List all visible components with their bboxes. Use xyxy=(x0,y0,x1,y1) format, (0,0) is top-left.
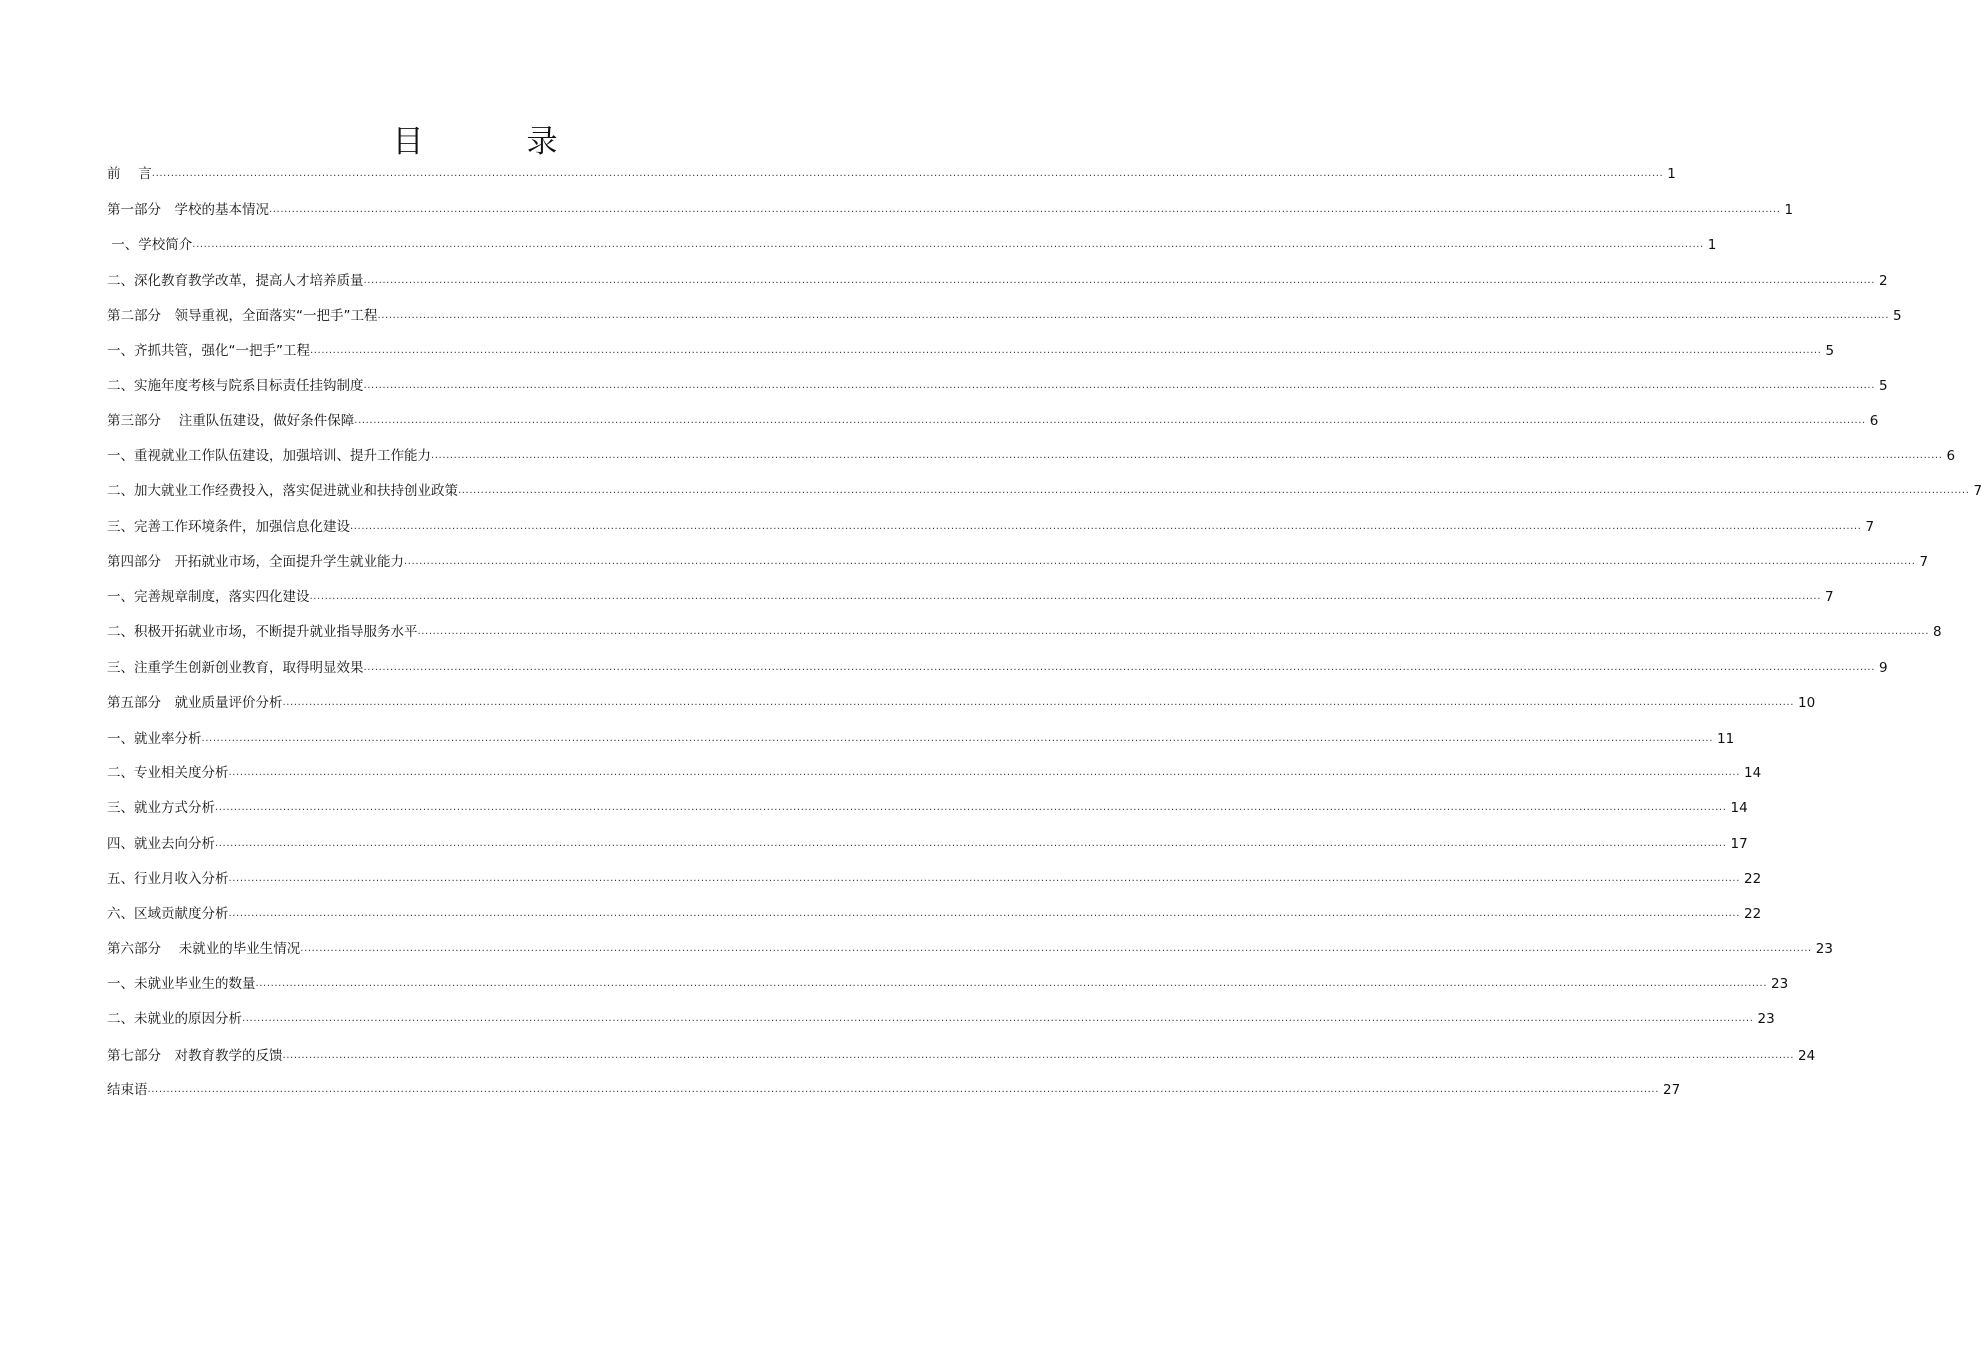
toc-entry-label: 第五部分 就业质量评价分析 xyxy=(107,695,283,711)
toc-entry[interactable] xyxy=(107,411,1879,431)
toc-page-number: 5 xyxy=(1825,343,1835,359)
toc-entry-label: 一、学校简介 xyxy=(107,237,193,253)
toc-entry[interactable] xyxy=(107,235,1717,255)
toc-entry-label: 第七部分 对教育教学的反馈 xyxy=(107,1048,283,1064)
toc-page-number: 7 xyxy=(1973,483,1982,499)
toc-entry[interactable] xyxy=(107,306,1902,326)
toc-page-number: 2 xyxy=(1878,273,1888,289)
toc-page-number: 27 xyxy=(1662,1082,1681,1098)
toc-leader-dots: ................................................................................................................................................................................................................................................................................................................................................................................................................ xyxy=(255,978,1767,989)
toc-entry[interactable] xyxy=(107,729,1735,749)
toc-leader-dots: ................................................................................................................................................................................................................................................................................................................................................................................................................ xyxy=(431,450,1943,461)
toc-leader-dots: ................................................................................................................................................................................................................................................................................................................................................................................................................ xyxy=(282,1050,1794,1061)
toc-page-number: 1 xyxy=(1707,237,1717,253)
toc-entry[interactable] xyxy=(107,869,1762,889)
toc-page-number: 22 xyxy=(1743,871,1762,887)
toc-entry-label: 第六部分 未就业的毕业生情况 xyxy=(107,941,301,957)
toc-page-number: 17 xyxy=(1730,836,1748,852)
toc-entry-label: 二、未就业的原因分析 xyxy=(107,1011,242,1027)
toc-entry-label: 前 言 xyxy=(107,166,152,182)
toc-leader-dots: ................................................................................................................................................................................................................................................................................................................................................................................................................ xyxy=(363,380,1875,391)
toc-leader-dots: ................................................................................................................................................................................................................................................................................................................................................................................................................ xyxy=(228,767,1740,778)
toc-entry[interactable] xyxy=(107,658,1888,678)
toc-leader-dots: ................................................................................................................................................................................................................................................................................................................................................................................................................ xyxy=(242,1013,1754,1024)
toc-page-number: 14 xyxy=(1730,800,1748,816)
toc-entry-label: 一、齐抓共管，强化“一把手”工程 xyxy=(107,343,310,359)
toc-leader-dots: ................................................................................................................................................................................................................................................................................................................................................................................................................ xyxy=(310,345,1822,356)
toc-entry-label: 一、重视就业工作队伍建设，加强培训、提升工作能力 xyxy=(107,448,431,464)
toc-entry[interactable] xyxy=(107,763,1762,783)
toc-leader-dots: ................................................................................................................................................................................................................................................................................................................................................................................................................ xyxy=(363,662,1875,673)
toc-leader-dots: ................................................................................................................................................................................................................................................................................................................................................................................................................ xyxy=(354,415,1866,426)
toc-leader-dots: ................................................................................................................................................................................................................................................................................................................................................................................................................ xyxy=(309,591,1821,602)
toc-entry-label: 二、深化教育教学改革，提高人才培养质量 xyxy=(107,273,364,289)
toc-page-number: 8 xyxy=(1932,624,1942,640)
toc-entry[interactable] xyxy=(107,939,1833,959)
toc-entry-label: 六、区域贡献度分析 xyxy=(107,906,229,922)
toc-entry-label: 一、完善规章制度，落实四化建设 xyxy=(107,589,310,605)
toc-leader-dots: ................................................................................................................................................................................................................................................................................................................................................................................................................ xyxy=(404,556,1916,567)
toc-entry[interactable] xyxy=(107,517,1875,537)
toc-entry[interactable] xyxy=(107,974,1789,994)
toc-entry-label: 二、实施年度考核与院系目标责任挂钩制度 xyxy=(107,378,364,394)
toc-entry-label: 一、就业率分析 xyxy=(107,731,202,747)
toc-page-number: 6 xyxy=(1946,448,1956,464)
toc-page-number: 23 xyxy=(1815,941,1833,957)
toc-page-number: 9 xyxy=(1878,660,1888,676)
toc-page-number: 7 xyxy=(1824,589,1834,605)
toc-leader-dots: ................................................................................................................................................................................................................................................................................................................................................................................................................ xyxy=(377,310,1889,321)
toc-page-number: 24 xyxy=(1797,1048,1816,1064)
toc-entry-label: 三、完善工作环境条件，加强信息化建设 xyxy=(107,519,350,535)
toc-leader-dots: ................................................................................................................................................................................................................................................................................................................................................................................................................ xyxy=(151,168,1664,179)
toc-entry[interactable] xyxy=(107,798,1748,818)
toc-entry[interactable] xyxy=(107,622,1942,642)
toc-page-number: 11 xyxy=(1716,731,1735,747)
toc-leader-dots: ................................................................................................................................................................................................................................................................................................................................................................................................................ xyxy=(269,204,1781,215)
toc-leader-dots: ................................................................................................................................................................................................................................................................................................................................................................................................................ xyxy=(228,908,1740,919)
toc-entry-label: 第二部分 领导重视，全面落实“一把手”工程 xyxy=(107,308,378,324)
toc-title: 目 录 xyxy=(392,124,594,160)
toc-entry-label: 第四部分 开拓就业市场，全面提升学生就业能力 xyxy=(107,554,404,570)
toc-leader-dots: ................................................................................................................................................................................................................................................................................................................................................................................................................ xyxy=(458,485,1970,496)
toc-entry-label: 四、就业去向分析 xyxy=(107,836,215,852)
toc-entry-label: 第一部分 学校的基本情况 xyxy=(107,202,269,218)
toc-entry[interactable] xyxy=(107,200,1794,220)
toc-page-number: 5 xyxy=(1878,378,1888,394)
toc-leader-dots: ................................................................................................................................................................................................................................................................................................................................................................................................................ xyxy=(228,873,1740,884)
toc-entry[interactable] xyxy=(107,164,1676,184)
toc-leader-dots: ................................................................................................................................................................................................................................................................................................................................................................................................................ xyxy=(282,697,1794,708)
toc-leader-dots: ................................................................................................................................................................................................................................................................................................................................................................................................................ xyxy=(147,1084,1659,1095)
toc-leader-dots: ................................................................................................................................................................................................................................................................................................................................................................................................................ xyxy=(215,838,1727,849)
toc-entry-label: 五、行业月收入分析 xyxy=(107,871,229,887)
toc-entry[interactable] xyxy=(107,693,1816,713)
toc-entry-label: 二、积极开拓就业市场，不断提升就业指导服务水平 xyxy=(107,624,418,640)
toc-leader-dots: ................................................................................................................................................................................................................................................................................................................................................................................................................ xyxy=(300,943,1812,954)
toc-entry-label: 三、就业方式分析 xyxy=(107,800,215,816)
toc-page-number: 23 xyxy=(1757,1011,1775,1027)
toc-entry[interactable] xyxy=(107,1046,1816,1066)
toc-entry[interactable] xyxy=(107,587,1834,607)
toc-leader-dots: ................................................................................................................................................................................................................................................................................................................................................................................................................ xyxy=(363,275,1875,286)
toc-leader-dots: ................................................................................................................................................................................................................................................................................................................................................................................................................ xyxy=(192,239,1704,250)
toc-entry-label: 结束语 xyxy=(107,1082,148,1098)
toc-entry-label: 第三部分 注重队伍建设，做好条件保障 xyxy=(107,413,355,429)
toc-leader-dots: ................................................................................................................................................................................................................................................................................................................................................................................................................ xyxy=(215,802,1727,813)
toc-page-number: 6 xyxy=(1869,413,1879,429)
toc-entry[interactable] xyxy=(107,1009,1775,1029)
toc-entry[interactable] xyxy=(107,446,1956,466)
toc-leader-dots: ................................................................................................................................................................................................................................................................................................................................................................................................................ xyxy=(201,733,1713,744)
toc-entry[interactable] xyxy=(107,481,1982,501)
toc-entry[interactable] xyxy=(107,341,1835,361)
toc-entry-label: 三、注重学生创新创业教育，取得明显效果 xyxy=(107,660,364,676)
toc-page-number: 23 xyxy=(1770,976,1789,992)
toc-page-number: 1 xyxy=(1667,166,1676,182)
toc-page-number: 22 xyxy=(1743,906,1762,922)
toc-entry-label: 二、加大就业工作经费投入，落实促进就业和扶持创业政策 xyxy=(107,483,458,499)
toc-leader-dots: ................................................................................................................................................................................................................................................................................................................................................................................................................ xyxy=(417,626,1929,637)
toc-page-number: 7 xyxy=(1865,519,1875,535)
toc-entry-label: 二、专业相关度分析 xyxy=(107,765,229,781)
toc-entry[interactable] xyxy=(107,904,1762,924)
toc-page-number: 10 xyxy=(1797,695,1816,711)
toc-entry[interactable] xyxy=(107,271,1888,291)
toc-entry-label: 一、未就业毕业生的数量 xyxy=(107,976,256,992)
toc-page-number: 1 xyxy=(1784,202,1794,218)
toc-entry[interactable] xyxy=(107,552,1929,572)
toc-leader-dots: ................................................................................................................................................................................................................................................................................................................................................................................................................ xyxy=(350,521,1862,532)
toc-page-number: 14 xyxy=(1743,765,1762,781)
toc-page-number: 5 xyxy=(1892,308,1902,324)
toc-page-number: 7 xyxy=(1919,554,1929,570)
toc-entry[interactable] xyxy=(107,1080,1681,1100)
toc-entry[interactable] xyxy=(107,834,1748,854)
toc-entry[interactable] xyxy=(107,376,1888,396)
